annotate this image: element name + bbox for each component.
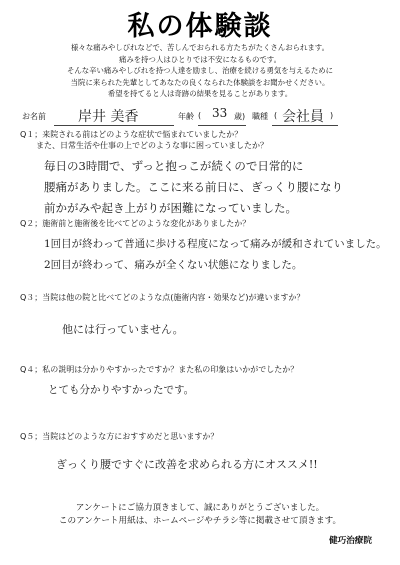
question-3 [20, 292, 305, 303]
job-value: 会社員 [282, 109, 324, 125]
question-line: Q３；当院は他の院と比べてどのような点(施術内容・効果など)が違いますか？ [20, 293, 305, 302]
age-value: 33 [212, 106, 228, 120]
footer-line: このアンケート用紙は、ホームページやチラシ等に掲載させて頂きます。 [58, 515, 342, 526]
answer-line: 前かがみや起き上がりが困難になっていました。 [44, 201, 297, 215]
name-underline [54, 125, 174, 126]
question-2 [20, 218, 250, 229]
clinic-name: 健巧治療院 [329, 536, 372, 546]
intro-line: 希望を持てると人は奇跡の結果を見ることがあります。 [107, 89, 293, 98]
answer-line: 1回目が終わって普通に歩ける程度になって痛みが緩和されていました。 [44, 238, 387, 250]
answer-line: 2回目が終わって、痛みが全くない状態になりました。 [44, 259, 303, 271]
job-paren-close: ) [330, 111, 334, 120]
intro-text [20, 42, 380, 100]
respondent-info-row [0, 107, 400, 127]
answer-1 [44, 156, 343, 219]
intro-line: 痛みを持つ人はひとりでは不安になるものです。 [118, 54, 281, 64]
intro-line: そんな辛い痛みやしびれを持つ人達を励まし、治療を続ける勇気を与えるために [66, 66, 334, 75]
name-value: 岸井 美香 [78, 109, 139, 125]
answer-line: 腰痛がありました。ここに来る前日に、ぎっくり腰になり [44, 180, 343, 194]
answer-4: とても分かりやすかったです。 [48, 384, 195, 396]
job-paren-open: ( [274, 111, 278, 120]
question-line: Q２；施術前と施術後を比べてどのような変化がありましたか？ [20, 219, 251, 228]
question-5 [20, 431, 218, 442]
name-label: お名前 [22, 112, 46, 121]
answer-line: 毎日の3時間で、ずっと抱っこが続くので日常的に [44, 159, 304, 173]
footer-line: アンケートにご協力頂きまして、誠にありがとうございました。 [75, 503, 325, 513]
question-4 [20, 364, 298, 375]
age-underline [198, 125, 246, 126]
intro-line: 様々な痛みやしびれなどで、苦しんでおられる方たちがたくさんおられます。 [71, 43, 329, 52]
footer-text [0, 502, 400, 527]
job-underline [272, 125, 338, 126]
question-line: Q４；私の説明は分かりやすかったですか？また私の印象はいかがでしたか？ [20, 365, 299, 374]
intro-line: 当院に来られた先輩としてあなたの良くなられた体験談をお聞かせください。 [70, 77, 330, 87]
question-line: また、日常生活や仕事の上でどのような事に困っていましたか？ [20, 141, 268, 150]
job-label: 職種 [252, 112, 268, 121]
document-title: 私の体験談 [127, 11, 273, 42]
question-1 [20, 129, 268, 151]
answer-2 [44, 234, 387, 276]
question-line: Q５；当院はどのような方におすすめだと思いますか？ [20, 432, 219, 441]
question-line: Q１；来院される前はどのような症状で悩まれていましたか？ [20, 130, 243, 139]
age-label: 年齢 [178, 112, 194, 121]
age-unit: 歳) [234, 112, 246, 121]
answer-3: 他には行っていません。 [62, 323, 184, 336]
age-paren: ( [198, 111, 202, 120]
answer-5: ぎっくり腰ですぐに改善を求められる方にオススメ!! [56, 458, 318, 471]
